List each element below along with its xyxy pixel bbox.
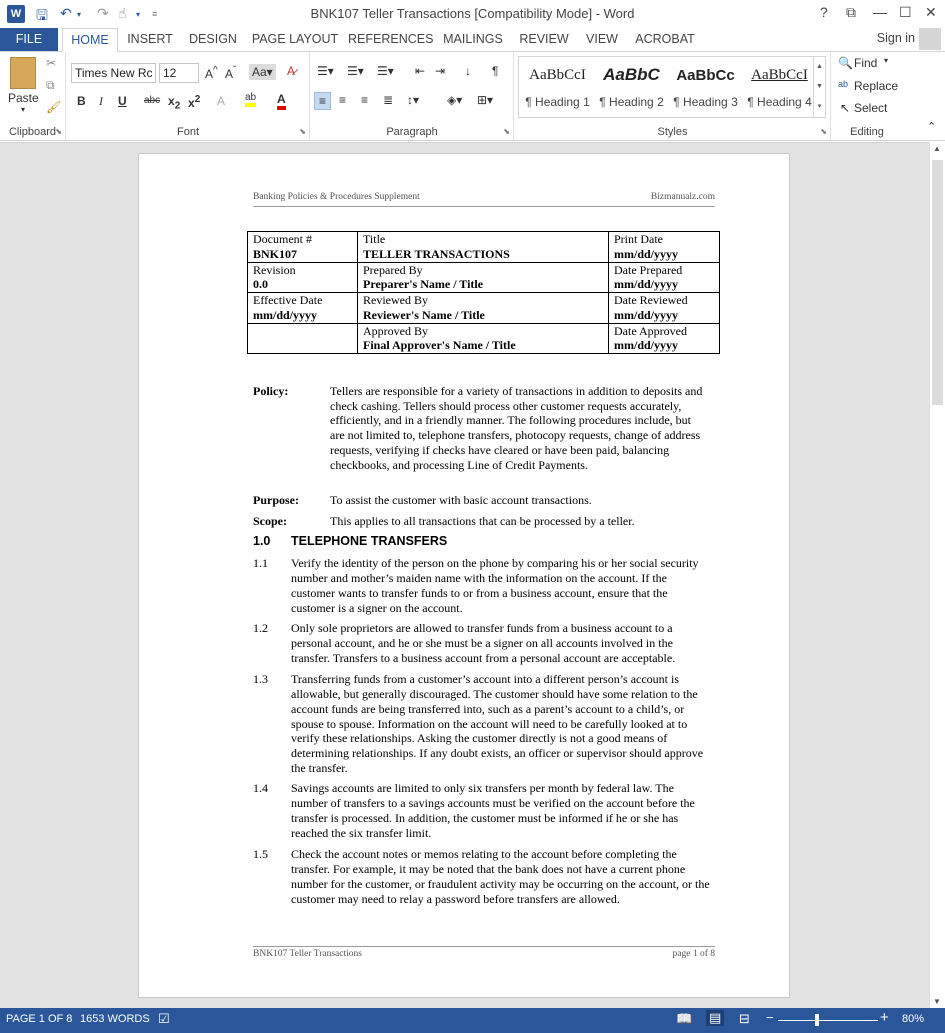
style-sample: AaBbCcI bbox=[751, 67, 808, 83]
item-text: Savings accounts are limited to only six transfers per month by federal law. The number of transfers to a savings accounts must be verified on the account before the transfer is processed. In addition, the customer must be informed if he or she has reached the six transfer limit. bbox=[291, 781, 695, 840]
date-approved-label: Date Approved bbox=[614, 323, 687, 338]
style-sample: AaBbCcI bbox=[529, 67, 586, 83]
italic-icon[interactable]: I bbox=[99, 94, 103, 108]
subscript-icon[interactable]: $x_2$ bbox=[168, 94, 181, 112]
bullets-icon[interactable]: ☰▾ bbox=[317, 64, 334, 78]
item-text: Only sole proprietors are allowed to transfer funds from a business account to a personal account, and he or she must be a signer on all accounts involved in the transfer. Transfers to a business account from a personal account are acceptable. bbox=[291, 621, 676, 665]
footer-left-text: BNK107 Teller Transactions bbox=[253, 949, 362, 959]
table-row bbox=[248, 293, 720, 324]
sort-icon[interactable]: ↓ bbox=[465, 64, 471, 78]
tab-view[interactable]: VIEW bbox=[586, 32, 618, 46]
close-button[interactable]: ✕ bbox=[925, 4, 937, 20]
styles-gallery bbox=[518, 56, 826, 118]
table-cell bbox=[358, 293, 609, 324]
table-cell bbox=[248, 293, 358, 324]
document-info-table bbox=[247, 231, 720, 354]
tab-file[interactable]: FILE bbox=[0, 28, 58, 52]
effective-date-value: mm/dd/yyyy bbox=[253, 307, 318, 322]
grow-font-icon[interactable]: A^ bbox=[205, 65, 218, 81]
date-prepared-value: mm/dd/yyyy bbox=[614, 277, 679, 291]
header-left-text: Banking Policies & Procedures Supplement bbox=[253, 192, 420, 202]
collapse-ribbon-icon[interactable]: ⌃ bbox=[927, 121, 937, 133]
undo-icon[interactable]: ↶ bbox=[60, 5, 72, 21]
item-text: Transferring funds from a customer’s account into a different person’s account is allowable, but generally discouraged. The customer should have some relation to the account funds are being transferred into, such as a parent’s account to a child’s, or spouse to spouse. Information on the account will need to be carefully looked at to verify these relationships. Asking the customer directly is not a good means of determining relationships. If any doubt exists, an officer or supervisor should approve the transfer. bbox=[291, 672, 704, 776]
page-count-indicator[interactable]: PAGE 1 OF 8 bbox=[6, 1013, 73, 1025]
font-group-label: Font bbox=[176, 126, 199, 138]
date-prepared-label: Date Prepared bbox=[614, 262, 683, 277]
underline-icon[interactable]: U bbox=[118, 94, 127, 108]
style-heading-3[interactable] bbox=[669, 57, 742, 117]
paste-icon[interactable] bbox=[10, 57, 36, 89]
title-bar bbox=[0, 0, 945, 28]
web-layout-icon[interactable]: ⊟ bbox=[739, 1011, 750, 1026]
replace-button[interactable]: Replace bbox=[854, 79, 899, 93]
table-cell bbox=[248, 262, 358, 293]
find-dropdown-icon[interactable]: ▾ bbox=[884, 56, 889, 65]
text-effects-icon[interactable]: A bbox=[217, 94, 226, 108]
date-reviewed-value: mm/dd/yyyy bbox=[614, 307, 679, 322]
doc-number-value: BNK107 bbox=[253, 246, 298, 261]
align-center-icon[interactable]: ≡ bbox=[339, 93, 347, 107]
approved-by-label: Approved By bbox=[363, 323, 428, 338]
zoom-slider-track[interactable] bbox=[778, 1020, 878, 1021]
section-number: 1.0 bbox=[253, 534, 271, 548]
paragraph-launcher-icon[interactable]: ⬊ bbox=[503, 127, 510, 136]
touch-dropdown-icon[interactable]: ▾ bbox=[136, 10, 141, 19]
multilevel-list-icon[interactable]: ☰▾ bbox=[377, 64, 394, 78]
ribbon bbox=[0, 51, 945, 141]
page-footer bbox=[253, 946, 715, 959]
print-date-label: Print Date bbox=[614, 232, 663, 246]
avatar[interactable] bbox=[919, 28, 941, 50]
table-cell bbox=[358, 262, 609, 293]
shading-icon[interactable]: ◈▾ bbox=[447, 93, 463, 107]
select-button[interactable]: Select bbox=[854, 101, 888, 115]
item-number: 1.2 bbox=[253, 621, 268, 635]
proofing-icon[interactable]: ☑ bbox=[158, 1011, 170, 1026]
redo-icon[interactable]: ↷ bbox=[97, 5, 109, 21]
table-cell bbox=[609, 232, 720, 263]
date-approved-value: mm/dd/yyyy bbox=[614, 338, 679, 352]
decrease-indent-icon[interactable]: ⇤ bbox=[415, 64, 426, 78]
item-text: Verify the identity of the person on the phone by comparing his or her social security number and mother’s maiden name with the information on the account. If the customer wants to transfer funds to or from a business account, ensure that the customer is a signer on the account. bbox=[291, 556, 699, 615]
document-page[interactable] bbox=[138, 153, 790, 998]
sign-in-link[interactable]: Sign in bbox=[876, 31, 915, 45]
font-size-value: 12 bbox=[163, 66, 177, 80]
page-header bbox=[253, 192, 715, 207]
touch-mode-icon[interactable]: ☝ bbox=[118, 5, 127, 21]
tab-home[interactable]: HOME bbox=[62, 28, 118, 52]
ribbon-tabs bbox=[0, 28, 945, 52]
word-count-indicator[interactable]: 1653 WORDS bbox=[80, 1013, 150, 1025]
prepared-by-value: Preparer's Name / Title bbox=[363, 277, 484, 291]
font-group bbox=[67, 52, 310, 140]
tab-mailings[interactable]: MAILINGS bbox=[443, 32, 503, 46]
revision-label: Revision bbox=[253, 262, 296, 277]
word-app-icon[interactable]: W bbox=[7, 5, 25, 23]
borders-icon[interactable]: ⊞▾ bbox=[477, 93, 494, 107]
tab-page-layout[interactable]: PAGE LAYOUT bbox=[251, 32, 339, 46]
clipboard-group-label: Clipboard bbox=[8, 126, 57, 138]
shrink-font-icon[interactable]: $A^ˇ$ bbox=[225, 65, 237, 81]
style-sample: AaBbC bbox=[603, 65, 660, 84]
table-cell bbox=[248, 323, 358, 354]
zoom-level[interactable]: 80% bbox=[902, 1013, 925, 1025]
editing-group-label: Editing bbox=[850, 126, 884, 138]
style-heading-4[interactable] bbox=[743, 57, 816, 117]
clipboard-group bbox=[0, 52, 66, 140]
vertical-scrollbar[interactable] bbox=[929, 142, 945, 1008]
item-number: 1.4 bbox=[253, 781, 268, 795]
font-size-combo[interactable] bbox=[159, 63, 199, 83]
read-mode-icon[interactable]: 📖 bbox=[676, 1011, 693, 1026]
style-heading-2[interactable] bbox=[595, 57, 668, 117]
table-row bbox=[248, 323, 720, 354]
doc-number-label: Document # bbox=[253, 232, 312, 246]
find-button[interactable]: Find bbox=[854, 56, 878, 70]
reviewed-by-label: Reviewed By bbox=[363, 293, 428, 307]
font-name-value: Times New Rc bbox=[75, 66, 153, 80]
scrollbar-thumb[interactable] bbox=[932, 160, 943, 405]
tab-review[interactable]: REVIEW bbox=[519, 32, 569, 46]
justify-icon[interactable]: ≣ bbox=[383, 93, 394, 107]
window-title: BNK107 Teller Transactions [Compatibility Mode] - Word bbox=[310, 6, 635, 21]
highlight-color-icon[interactable]: ab bbox=[245, 92, 256, 107]
superscript-icon[interactable]: $x^2$ bbox=[188, 94, 201, 110]
scroll-up-icon[interactable]: ▲ bbox=[933, 144, 941, 153]
copy-icon[interactable]: ⧉ bbox=[46, 78, 55, 92]
paragraph-group-label: Paragraph bbox=[386, 126, 438, 138]
zoom-out-icon[interactable]: − bbox=[766, 1010, 774, 1025]
style-name: ¶ Heading 2 bbox=[599, 95, 664, 109]
save-icon[interactable]: 🖫 bbox=[36, 7, 48, 23]
purpose-label: Purpose: bbox=[253, 493, 299, 507]
style-name: ¶ Heading 4 bbox=[747, 95, 812, 109]
replace-icon[interactable]: ab bbox=[838, 79, 849, 89]
zoom-slider-thumb[interactable] bbox=[815, 1014, 819, 1026]
font-launcher-icon[interactable]: ⬊ bbox=[299, 127, 306, 136]
reviewed-by-value: Reviewer's Name / Title bbox=[363, 307, 485, 322]
table-cell bbox=[609, 262, 720, 293]
purpose-text: To assist the customer with basic account transactions. bbox=[330, 493, 592, 507]
table-cell bbox=[358, 323, 609, 354]
numbering-icon[interactable]: ☰▾ bbox=[347, 64, 364, 78]
strikethrough-icon[interactable]: abc bbox=[144, 95, 161, 106]
tab-acrobat[interactable]: ACROBAT bbox=[635, 32, 695, 46]
item-number: 1.3 bbox=[253, 672, 268, 686]
styles-scroll-buttons[interactable]: ▲ ▼ ▾ bbox=[813, 57, 825, 117]
print-date-value: mm/dd/yyyy bbox=[614, 246, 679, 261]
bold-icon[interactable]: B bbox=[77, 94, 86, 108]
font-name-combo[interactable] bbox=[71, 63, 156, 83]
show-formatting-marks-icon[interactable]: ¶ bbox=[492, 64, 499, 78]
status-bar bbox=[0, 1008, 945, 1033]
prepared-by-label: Prepared By bbox=[363, 262, 423, 277]
policy-label: Policy: bbox=[253, 384, 289, 398]
help-button[interactable]: ? bbox=[820, 4, 828, 20]
style-sample: AaBbCc bbox=[676, 67, 735, 84]
customize-qat-icon[interactable]: ≡ bbox=[152, 9, 158, 19]
align-right-icon[interactable]: ≡ bbox=[361, 93, 369, 107]
title-label: Title bbox=[363, 232, 386, 246]
undo-dropdown-icon[interactable]: ▾ bbox=[77, 10, 82, 19]
table-cell bbox=[358, 232, 609, 263]
title-value: TELLER TRANSACTIONS bbox=[363, 246, 510, 261]
styles-launcher-icon[interactable]: ⬊ bbox=[820, 127, 827, 136]
minimize-button[interactable]: — bbox=[873, 4, 887, 20]
table-cell bbox=[248, 232, 358, 263]
paste-dropdown-icon[interactable]: ▾ bbox=[21, 105, 26, 114]
zoom-in-icon[interactable]: + bbox=[880, 1009, 889, 1026]
paragraph-group bbox=[311, 52, 514, 140]
change-case-icon[interactable]: Aa▾ bbox=[249, 64, 276, 80]
clipboard-launcher-icon[interactable]: ⬊ bbox=[55, 127, 62, 136]
date-reviewed-label: Date Reviewed bbox=[614, 293, 688, 307]
format-painter-icon[interactable]: 🖌 bbox=[46, 100, 62, 114]
footer-page-number: page 1 of 8 bbox=[672, 949, 715, 959]
scope-text: This applies to all transactions that can be processed by a teller. bbox=[330, 514, 635, 528]
paste-button[interactable]: Paste bbox=[8, 91, 39, 105]
styles-group-label: Styles bbox=[657, 126, 688, 138]
find-icon[interactable]: 🔍 bbox=[838, 56, 853, 70]
policy-text: Tellers are responsible for a variety of transactions in addition to deposits and check cashing. Tellers should process other customer requests accurately, efficiently, and in a friendly manner. The following procedures include, but are not limited to, telephone transfers, photocopy requests, change of address requests, verifying if checks have cleared or have been paid, balancing checkbooks, and processing Line of Credit Payments. bbox=[330, 384, 703, 472]
scope-label: Scope: bbox=[253, 514, 287, 528]
table-cell bbox=[609, 293, 720, 324]
table-row bbox=[248, 262, 720, 293]
maximize-button[interactable]: ☐ bbox=[899, 4, 912, 20]
clear-formatting-icon[interactable]: A̷ bbox=[287, 64, 296, 78]
cut-icon[interactable]: ✂ bbox=[46, 56, 57, 70]
tab-insert[interactable]: INSERT bbox=[127, 32, 173, 46]
editing-group bbox=[832, 52, 902, 140]
increase-indent-icon[interactable]: ⇥ bbox=[435, 64, 446, 78]
item-number: 1.1 bbox=[253, 556, 268, 570]
revision-value: 0.0 bbox=[253, 277, 268, 291]
style-heading-1[interactable] bbox=[521, 57, 594, 117]
style-name: ¶ Heading 3 bbox=[673, 95, 738, 109]
select-icon[interactable]: ↖ bbox=[840, 101, 851, 115]
item-number: 1.5 bbox=[253, 847, 268, 861]
item-text: Check the account notes or memos relating to the account before completing the transfer. For example, it may be noted that the bank does not have a current phone number for the customer, or fraudulent activity may be occurring on the account, or the customer may need to relay a password before transfers are allowed. bbox=[291, 847, 710, 906]
font-color-icon[interactable]: A bbox=[277, 92, 286, 110]
table-cell bbox=[609, 323, 720, 354]
effective-date-label: Effective Date bbox=[253, 293, 323, 307]
tab-design[interactable]: DESIGN bbox=[189, 32, 237, 46]
align-left-icon[interactable]: ≡ bbox=[314, 92, 331, 110]
line-spacing-icon[interactable]: ↕▾ bbox=[407, 93, 420, 107]
print-layout-icon[interactable]: ▤ bbox=[706, 1010, 724, 1026]
header-right-text: Bizmanualz.com bbox=[650, 192, 715, 202]
scroll-down-icon[interactable]: ▼ bbox=[933, 997, 941, 1006]
style-name: ¶ Heading 1 bbox=[525, 95, 590, 109]
ribbon-display-options-icon[interactable]: ⧉ bbox=[846, 4, 856, 20]
approved-by-value: Final Approver's Name / Title bbox=[363, 338, 516, 352]
section-title: TELEPHONE TRANSFERS bbox=[291, 534, 448, 548]
tab-references[interactable]: REFERENCES bbox=[348, 32, 434, 46]
table-row bbox=[248, 232, 720, 263]
